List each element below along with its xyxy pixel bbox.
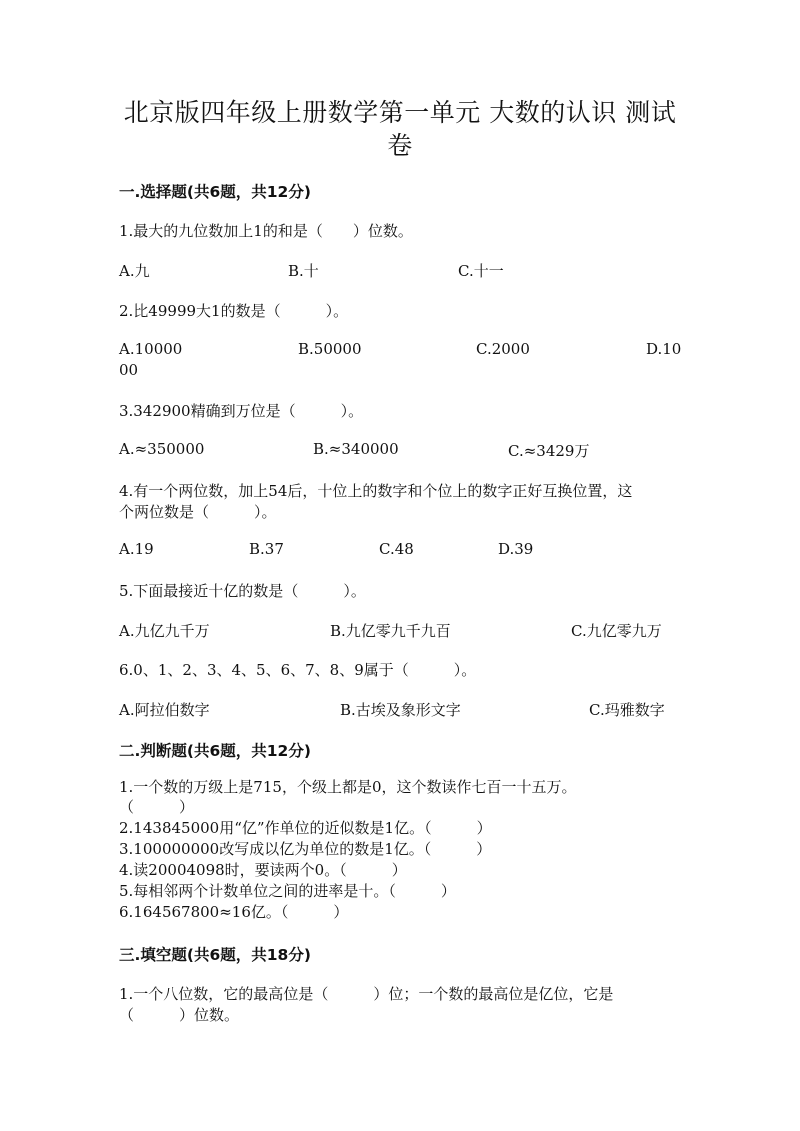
q2-option-b: B.50000 [298,340,362,358]
question-5: 5.下面最接近十亿的数是（ ）。 [119,582,366,600]
q3-option-c: C.≈3429万 [508,442,590,460]
question-3: 3.342900精确到万位是（ ）。 [119,402,364,420]
q2-option-a: A.10000 [119,340,183,358]
q5-option-a: A.九亿九千万 [119,622,210,640]
judge-item-4: 4.读20004098时，要读两个0。（ ） [119,861,407,879]
q6-option-a: A.阿拉伯数字 [119,701,210,719]
q2-option-d-wrap: 00 [119,361,139,379]
q2-option-d: D.10 [646,340,682,358]
q4-option-d: D.39 [498,540,534,558]
title-line-1: 北京版四年级上册数学第一单元 大数的认识 测试 [123,98,677,127]
question-1: 1.最大的九位数加上1的和是（ ）位数。 [119,222,413,240]
judge-item-2: 2.143845000用“亿”作单位的近似数是1亿。（ ） [119,819,492,837]
judge-item-3: 3.100000000改写成以亿为单位的数是1亿。（ ） [119,840,492,858]
question-2: 2.比49999大1的数是（ ）。 [119,302,349,320]
fill-item-1-line-1: 1.一个八位数，它的最高位是（ ）位；一个数的最高位是亿位，它是 [119,985,614,1003]
q3-option-b: B.≈340000 [313,440,399,458]
judge-item-6: 6.164567800≈16亿。（ ） [119,903,349,921]
q1-option-b: B.十 [288,262,319,280]
q1-option-c: C.十一 [458,262,504,280]
question-4-line-2: 个两位数是（ ）。 [119,503,277,521]
q6-option-c: C.玛雅数字 [589,701,665,719]
q6-option-b: B.古埃及象形文字 [340,701,461,719]
q2-option-c: C.2000 [476,340,530,358]
q5-option-b: B.九亿零九千九百 [330,622,451,640]
q3-option-a: A.≈350000 [119,440,205,458]
q4-option-c: C.48 [379,540,414,558]
page-title [120,96,680,162]
q5-option-c: C.九亿零九万 [571,622,662,640]
q4-option-a: A.19 [119,540,154,558]
judge-item-1: 1.一个数的万级上是715，个级上都是0，这个数读作七百一十五万。 [119,778,577,796]
section-heading-choice: 一.选择题(共6题，共12分) [119,183,311,201]
question-6: 6.0、1、2、3、4、5、6、7、8、9属于（ ）。 [119,661,477,679]
q1-option-a: A.九 [119,262,150,280]
q4-option-b: B.37 [249,540,284,558]
question-4-line-1: 4.有一个两位数，加上54后，十位上的数字和个位上的数字正好互换位置，这 [119,482,633,500]
section-heading-fill: 三.填空题(共6题，共18分) [119,946,311,964]
section-heading-judge: 二.判断题(共6题，共12分) [119,742,311,760]
judge-item-1-blank: （ ） [119,798,195,816]
fill-item-1-line-2: （ ）位数。 [119,1006,240,1024]
title-line-2: 卷 [387,131,413,160]
judge-item-5: 5.每相邻两个计数单位之间的进率是十。（ ） [119,882,456,900]
